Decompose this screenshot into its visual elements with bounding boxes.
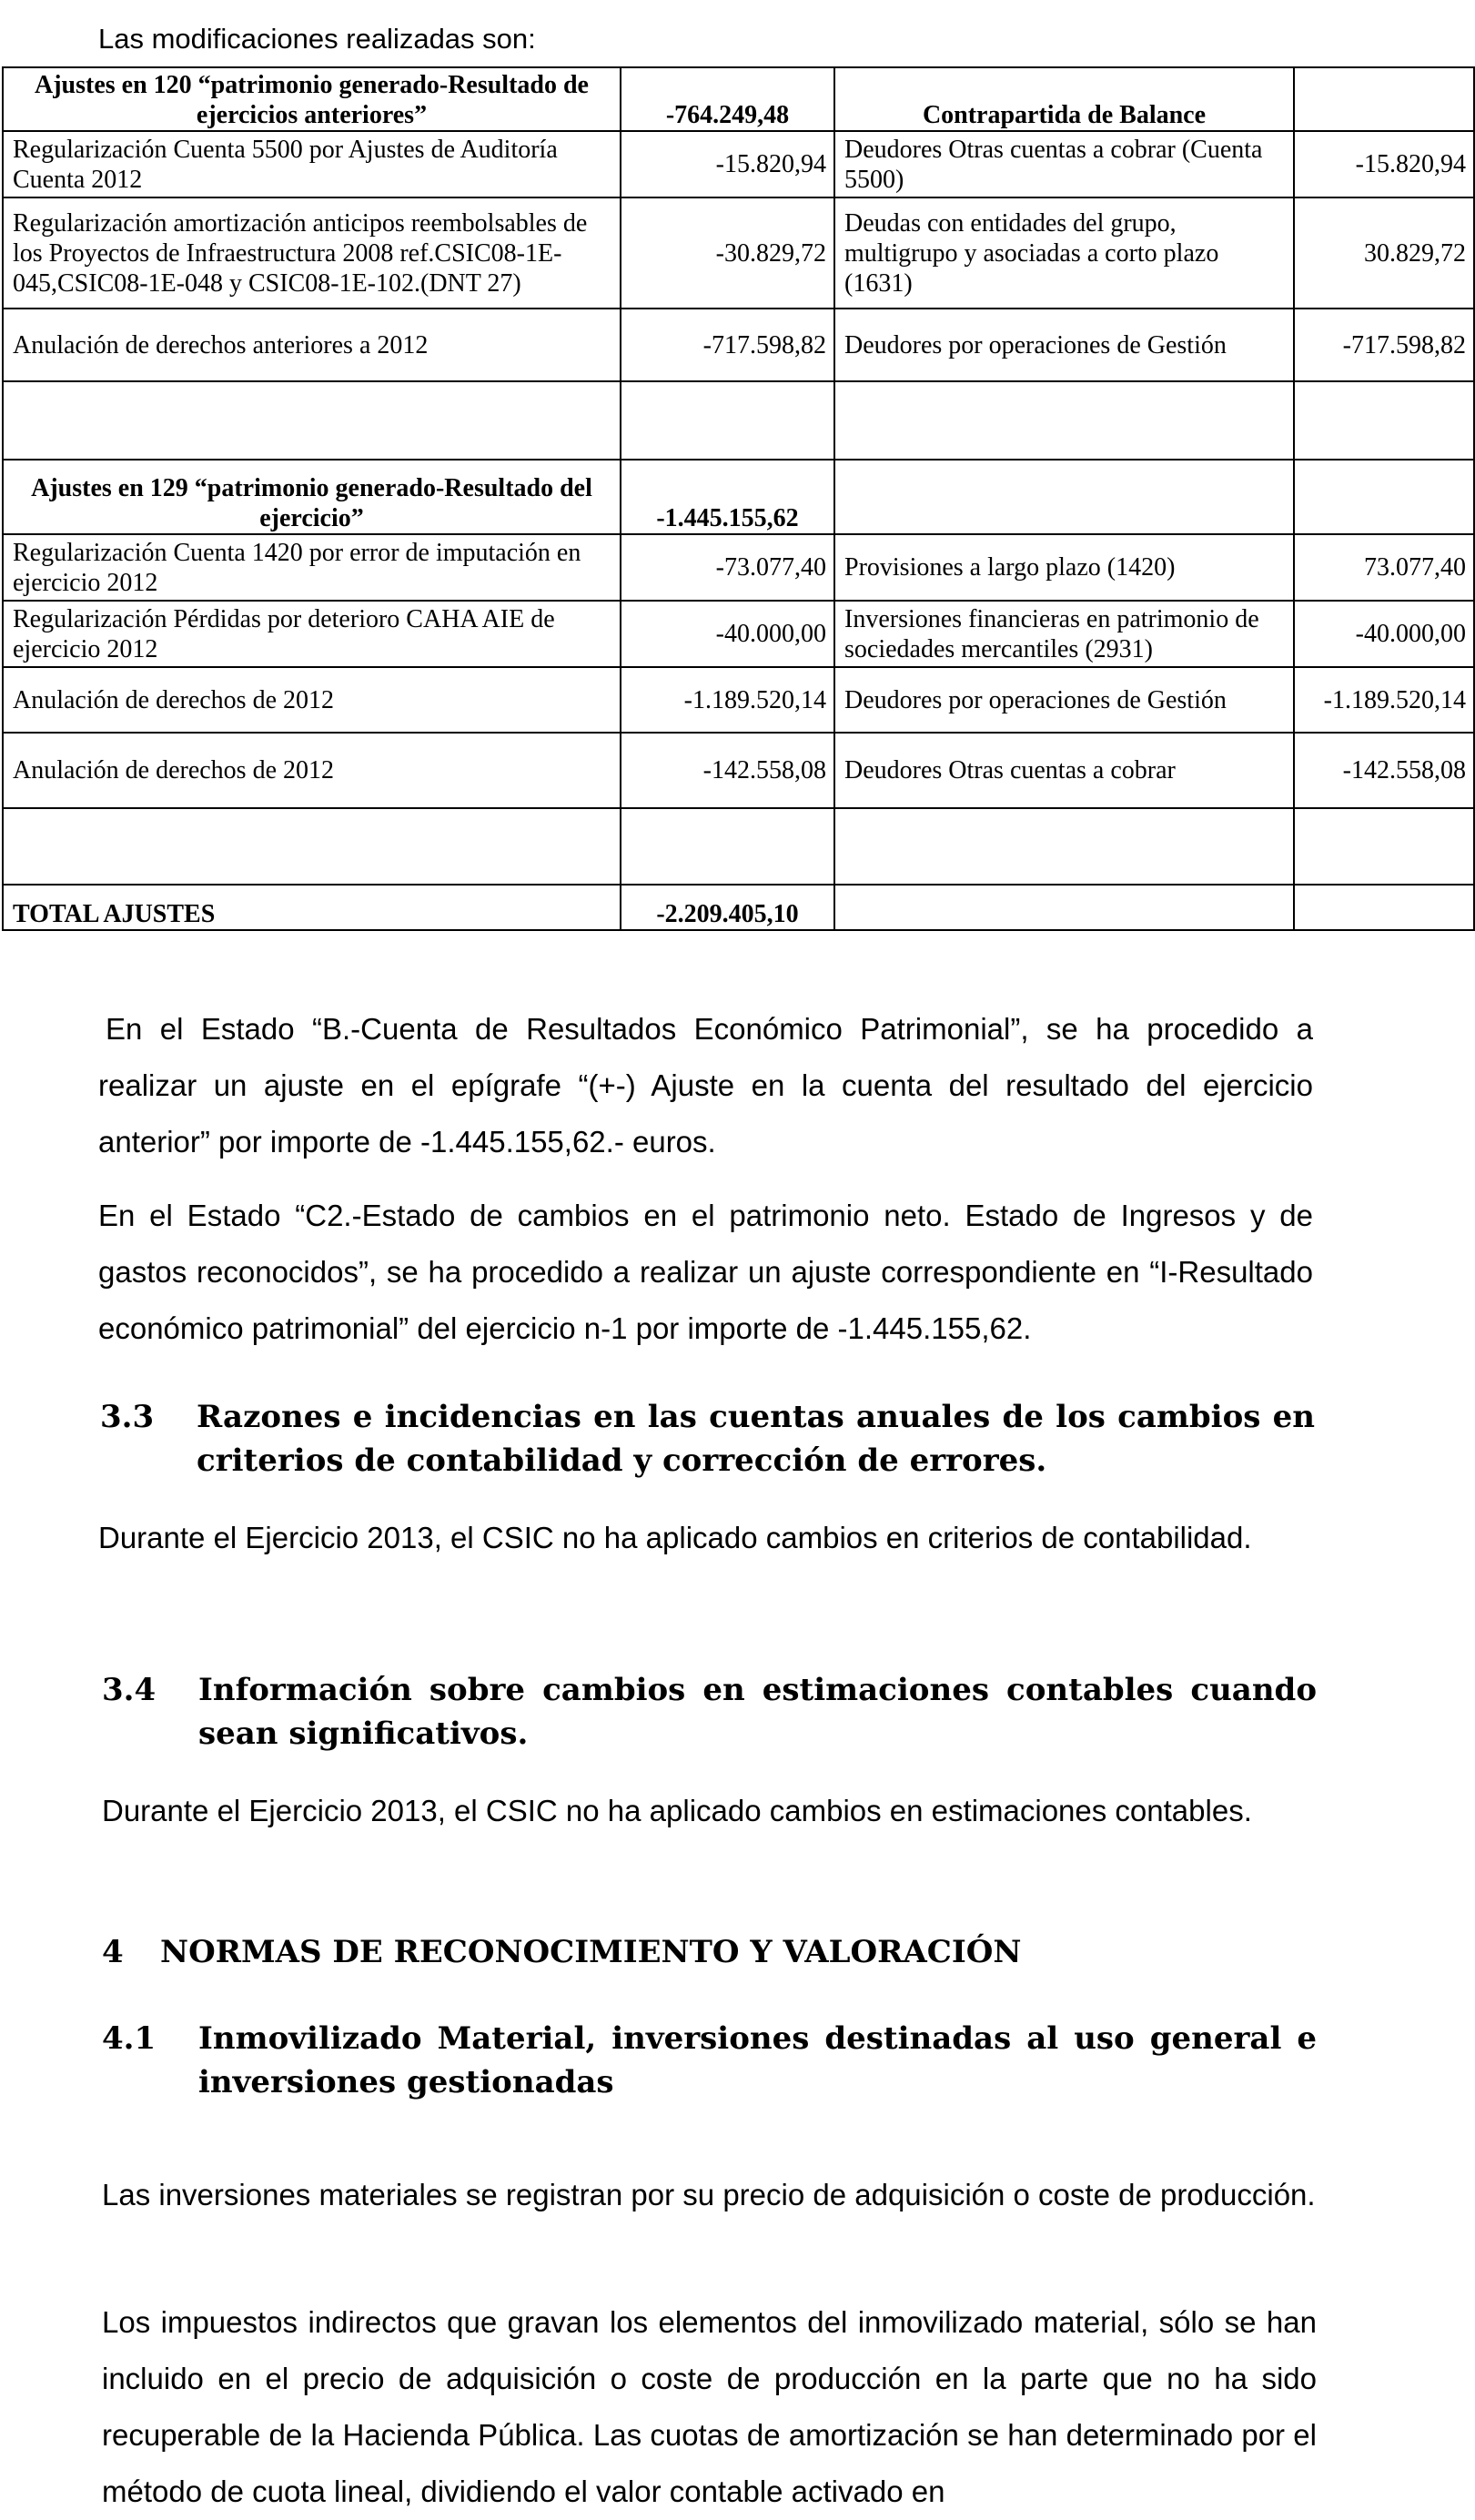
empty-cell (834, 381, 1294, 460)
row-label: Anulación de derechos de 2012 (3, 667, 621, 733)
row-label: Anulación de derechos anteriores a 2012 (3, 309, 621, 381)
row-amount: -142.558,08 (621, 733, 834, 808)
row-counterpart: Provisiones a largo plazo (1420) (834, 534, 1294, 601)
total-amount: -2.209.405,10 (621, 885, 834, 930)
table-header-row-120 (3, 67, 1474, 131)
row-counterpart: Deudores por operaciones de Gestión (834, 309, 1294, 381)
row-amount: -717.598,82 (621, 309, 834, 381)
row-counterpart: Deudores Otras cuentas a cobrar (834, 733, 1294, 808)
table-row (3, 197, 1474, 309)
row-amount: -73.077,40 (621, 534, 834, 601)
row-amount: -15.820,94 (621, 131, 834, 197)
heading-number: 3.4 (102, 1672, 157, 1708)
paragraph-estado-c2: En el Estado “C2.-Estado de cambios en el patrimonio neto. Estado de Ingresos y de gastos reconocidos”, se ha procedido a realizar un ajuste correspondiente en “I-Resultado económico patrimonial” del ejercicio n-1 por importe de -1.445.155,62. (98, 1199, 1313, 1345)
row-amount: -1.189.520,14 (621, 667, 834, 733)
empty-cell (1294, 808, 1474, 885)
empty-cell (621, 381, 834, 460)
table-row (3, 131, 1474, 197)
row-counter-amount: 73.077,40 (1294, 534, 1474, 601)
table-empty-row (3, 808, 1474, 885)
empty-cell (3, 381, 621, 460)
row-amount: -40.000,00 (621, 601, 834, 667)
empty-cell (3, 808, 621, 885)
empty-cell (834, 885, 1294, 930)
empty-cell (834, 808, 1294, 885)
table-row (3, 534, 1474, 601)
heading-number: 3.3 (100, 1399, 155, 1435)
row-label: Regularización Pérdidas por deterioro CAHA AIE de ejercicio 2012 (3, 601, 621, 667)
table-empty-row (3, 381, 1474, 460)
empty-cell (1294, 381, 1474, 460)
header-amount-129: -1.445.155,62 (621, 460, 834, 534)
row-counter-amount: -40.000,00 (1294, 601, 1474, 667)
heading-3-4 (102, 1668, 1317, 1756)
row-counterpart: Deudores por operaciones de Gestión (834, 667, 1294, 733)
paragraph-estimaciones: Durante el Ejercicio 2013, el CSIC no ha aplicado cambios en estimaciones contables. (102, 1794, 1252, 1827)
header-amount-120: -764.249,48 (621, 67, 834, 131)
intro-text: Las modificaciones realizadas son: (98, 23, 536, 55)
table-row (3, 309, 1474, 381)
row-label: Anulación de derechos de 2012 (3, 733, 621, 808)
heading-text: Inmovilizado Material, inversiones destinadas al uso general e inversiones gestionadas (198, 2020, 1317, 2100)
total-label: TOTAL AJUSTES (3, 885, 621, 930)
row-counter-amount: -1.189.520,14 (1294, 667, 1474, 733)
header-counter-amount (1294, 67, 1474, 131)
table-row (3, 733, 1474, 808)
heading-4 (102, 1930, 1317, 1974)
table-row (3, 601, 1474, 667)
header-label-120: Ajustes en 120 “patrimonio generado-Resultado de ejercicios anteriores” (3, 67, 621, 131)
heading-3-3 (100, 1395, 1315, 1483)
row-counterpart: Deudores Otras cuentas a cobrar (Cuenta 5500) (834, 131, 1294, 197)
table-total-row (3, 885, 1474, 930)
heading-4-1 (102, 2017, 1317, 2104)
row-counter-amount: -717.598,82 (1294, 309, 1474, 381)
header-counterpart: Contrapartida de Balance (834, 67, 1294, 131)
row-label: Regularización amortización anticipos reembolsables de los Proyectos de Infraestructura 2008 ref.CSIC08-1E-045,CSIC08-1E-048 y CSIC08-1E-102.(DNT 27) (3, 197, 621, 309)
paragraph-estado-b: En el Estado “B.-Cuenta de Resultados Económico Patrimonial”, se ha procedido a realizar un ajuste en el epígrafe “(+-) Ajuste en la cuenta del resultado del ejercicio anterior” por importe de -1.445.155,62.- euros. (98, 1012, 1313, 1159)
table-header-row-129 (3, 460, 1474, 534)
row-counterpart: Inversiones financieras en patrimonio de sociedades mercantiles (2931) (834, 601, 1294, 667)
table-row (3, 667, 1474, 733)
paragraph-impuestos: Los impuestos indirectos que gravan los elementos del inmovilizado material, sólo se han incluido en el precio de adquisición o coste de producción en la parte que no ha sido recuperable de la Hacienda Pública. Las cuotas de amortización se han determinado por el método de cuota lineal, dividiendo el valor contable activado en (102, 2305, 1317, 2508)
row-counter-amount: 30.829,72 (1294, 197, 1474, 309)
header-label-129: Ajustes en 129 “patrimonio generado-Resultado del ejercicio” (3, 460, 621, 534)
heading-text: Información sobre cambios en estimaciones contables cuando sean significativos. (198, 1672, 1317, 1752)
empty-cell (834, 460, 1294, 534)
paragraph-inversiones: Las inversiones materiales se registran por su precio de adquisición o coste de producción. (102, 2178, 1316, 2211)
heading-number: 4.1 (102, 2020, 157, 2057)
row-label: Regularización Cuenta 5500 por Ajustes de Auditoría Cuenta 2012 (3, 131, 621, 197)
empty-cell (1294, 885, 1474, 930)
row-amount: -30.829,72 (621, 197, 834, 309)
row-label: Regularización Cuenta 1420 por error de imputación en ejercicio 2012 (3, 534, 621, 601)
row-counter-amount: -142.558,08 (1294, 733, 1474, 808)
row-counterpart: Deudas con entidades del grupo, multigrupo y asociadas a corto plazo (1631) (834, 197, 1294, 309)
row-counter-amount: -15.820,94 (1294, 131, 1474, 197)
heading-text: NORMAS DE RECONOCIMIENTO Y VALORACIÓN (160, 1934, 1022, 1970)
adjustments-table (2, 66, 1475, 931)
heading-text: Razones e incidencias en las cuentas anuales de los cambios en criterios de contabilidad y corrección de errores. (197, 1399, 1315, 1479)
empty-cell (1294, 460, 1474, 534)
empty-cell (621, 808, 834, 885)
heading-number: 4 (102, 1934, 124, 1970)
paragraph-criterios: Durante el Ejercicio 2013, el CSIC no ha aplicado cambios en criterios de contabilidad. (98, 1521, 1252, 1554)
